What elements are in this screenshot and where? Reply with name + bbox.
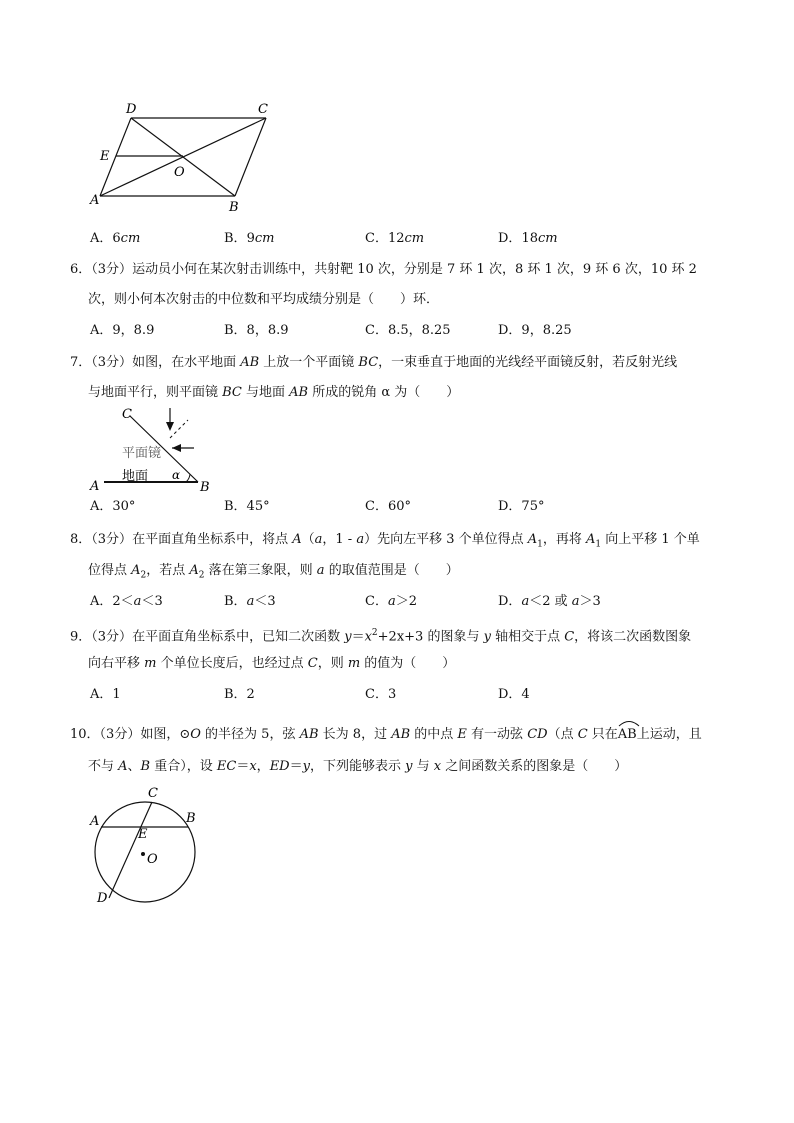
label-D: D (126, 102, 137, 117)
center-point (141, 852, 145, 856)
q8-line2: 位得点 $A_2$，若点 $A_2$ 落在第三象限，则 a 的取值范围是（ ） (88, 563, 459, 581)
diagonal-DB (131, 118, 235, 196)
q9-option-a[interactable]: A．1 (90, 687, 121, 702)
arc-AB: AB (618, 725, 637, 743)
q5-figure-parallelogram (88, 100, 278, 215)
q10-line1: 10．（3分）如图，⊙O 的半径为 5，弦 AB 长为 8，过 AB 的中点 E 有一动弦 CD（点 C 只在 AB上运动，且 (70, 725, 702, 743)
q9-line1: 9．（3分）在平面直角坐标系中，已知二次函数 $y=x^2+2x+3$ 的图象与 y 轴相交于点 C，将该二次函数图象 (70, 628, 692, 645)
q9-option-c[interactable]: C．3 (365, 687, 397, 702)
incident-arrow-icon (166, 422, 174, 431)
label-A: A (90, 479, 100, 494)
q5-option-d[interactable]: D．18cm (498, 231, 558, 246)
q8-option-d[interactable]: D．a＜2 或 a＞3 (498, 594, 601, 609)
label-A: A (90, 814, 100, 829)
q7-option-c[interactable]: C．60° (365, 499, 411, 514)
label-B: B (200, 480, 210, 494)
q8-option-b[interactable]: B．a＜3 (224, 594, 276, 609)
label-A: A (90, 193, 100, 208)
label-C: C (148, 786, 158, 801)
q9-line2: 向右平移 m 个单位长度后，也经过点 C，则 m 的值为（ ） (88, 656, 456, 671)
q9-option-b[interactable]: B．2 (224, 687, 255, 702)
chord-CD (109, 802, 152, 898)
angle-arc (186, 474, 190, 482)
q5-option-c[interactable]: C．12cm (365, 231, 425, 246)
q6-option-b[interactable]: B．8，8.9 (224, 323, 289, 338)
q6-line1: 6．（3分）运动员小何在某次射击训练中，共射靶 10 次，分别是 7 环 1 次，8 环 1 次，9 环 6 次，10 环 2 (70, 262, 697, 277)
label-C: C (122, 407, 132, 422)
q10-line2: 不与 A、B 重合），设 EC＝x，ED＝y，下列能够表示 y 与 x 之间函数关系的图象是（ ） (88, 759, 628, 774)
label-B: B (186, 811, 196, 826)
q6-line2: 次，则小何本次射击的中位数和平均成绩分别是（ ）环． (88, 292, 440, 307)
label-D: D (97, 891, 108, 906)
q7-option-d[interactable]: D．75° (498, 499, 545, 514)
label-C: C (258, 102, 268, 117)
q7-line2: 与地面平行，则平面镜 BC 与地面 AB 所成的锐角 α 为（ ） (88, 385, 460, 400)
q7-option-a[interactable]: A．30° (90, 499, 136, 514)
label-E: E (138, 827, 148, 842)
label-O: O (147, 852, 158, 867)
q7-figure-mirror (86, 402, 236, 494)
reflected-arrow-icon (172, 444, 181, 452)
q5-option-a[interactable]: A．6cm (90, 231, 141, 246)
q8-option-a[interactable]: A．2＜a＜3 (90, 594, 163, 609)
q9-option-d[interactable]: D．4 (498, 687, 530, 702)
q7-option-b[interactable]: B．45° (224, 499, 270, 514)
label-B: B (229, 200, 239, 215)
label-mirror: 平面镜 (122, 446, 162, 461)
q6-option-d[interactable]: D．9，8.25 (498, 323, 572, 338)
label-O: O (174, 165, 185, 180)
q8-line1: 8．（3分）在平面直角坐标系中，将点 A（a，1 - a）先向左平移 3 个单位得点 $A_1$，再将 $A_1$ 向上平移 1 个单 (70, 532, 700, 550)
label-ground: 地面 (122, 469, 149, 484)
q6-option-c[interactable]: C．8.5，8.25 (365, 323, 451, 338)
q8-option-c[interactable]: C．a＞2 (365, 594, 417, 609)
q7-line1: 7．（3分）如图，在水平地面 AB 上放一个平面镜 BC，一束垂直于地面的光线经平面镜反射，若反射光线 (70, 355, 678, 370)
q10-figure-circle (84, 782, 214, 906)
edge-BC (235, 118, 266, 196)
q5-option-b[interactable]: B．9cm (224, 231, 275, 246)
label-E: E (100, 149, 110, 164)
q6-option-a[interactable]: A．9，8.9 (90, 323, 155, 338)
label-alpha: α (172, 468, 181, 482)
